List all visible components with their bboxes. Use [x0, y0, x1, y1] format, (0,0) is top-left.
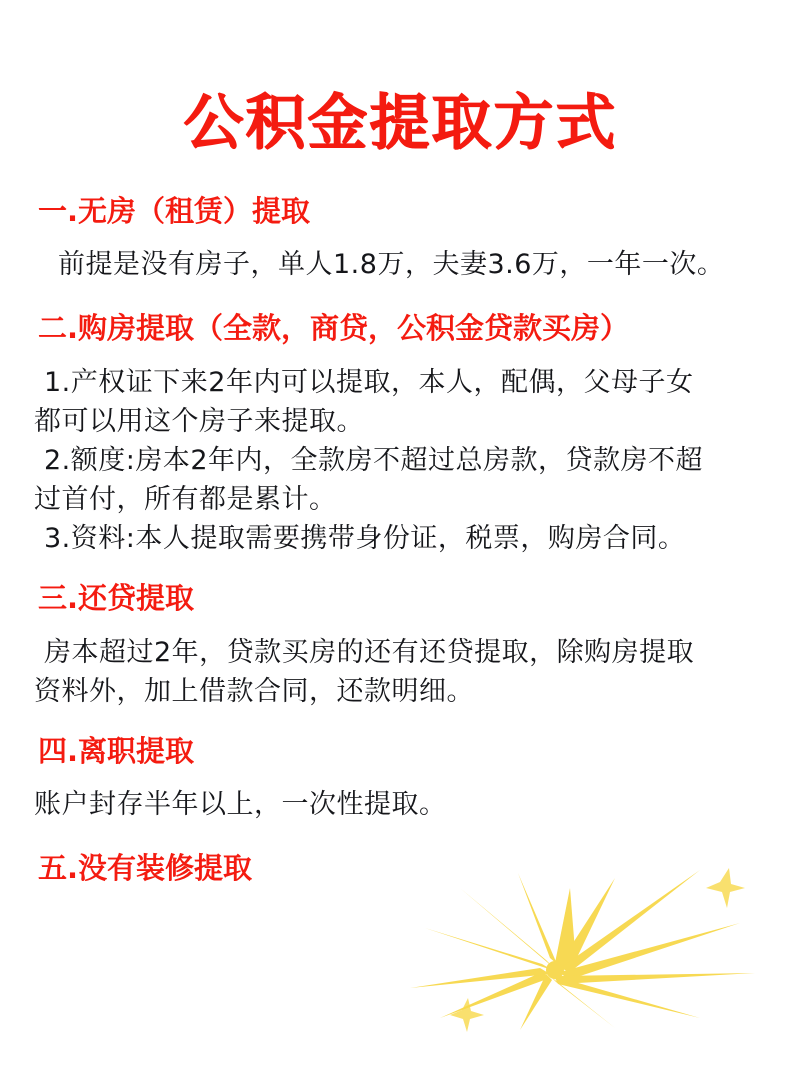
page-title: 公积金提取方式: [183, 88, 617, 158]
spacer: [24, 824, 776, 850]
spacer: [24, 155, 776, 193]
section-heading-5: 五.没有装修提取: [38, 851, 253, 886]
section-2-line-3: 2.额度:房本2年内，全款房不超过总房款，贷款房不超: [44, 444, 704, 476]
section-3-line-1: 房本超过2年，贷款买房的还有还贷提取，除购房提取: [44, 636, 695, 668]
section-2-line-4: 过首付，所有都是累计。: [34, 484, 337, 516]
section-heading-2: 二.购房提取（全款，商贷，公积金贷款买房）: [38, 311, 630, 346]
section-4-line-1: 账户封存半年以上，一次性提取。: [34, 789, 447, 821]
section-2-line-1: 1.产权证下来2年内可以提取，本人，配偶，父母子女: [44, 366, 694, 398]
spacer: [24, 769, 776, 785]
section-wuFang: [24, 193, 776, 284]
yellow-sparkle-burst-icon: [400, 868, 770, 1033]
spacer: [24, 284, 776, 310]
section-heading-3: 三.还贷提取: [38, 581, 195, 616]
section-zhuangXiu: [24, 850, 776, 886]
section-liZhi: [24, 733, 776, 824]
spacer: [24, 711, 776, 733]
spacer: [24, 229, 776, 245]
section-gouFang: [24, 310, 776, 558]
section-2-line-5: 3.资料:本人提取需要携带身份证，税票，购房合同。: [44, 523, 686, 555]
spacer: [24, 558, 776, 580]
spacer: [24, 617, 776, 633]
section-3-line-2: 资料外，加上借款合同，还款明细。: [34, 675, 474, 707]
section-2-line-2: 都可以用这个房子来提取。: [34, 405, 364, 437]
section-heading-4: 四.离职提取: [38, 733, 195, 768]
section-heading-1: 一.无房（租赁）提取: [38, 194, 311, 228]
spacer: [24, 347, 776, 363]
section-1-line-1: 前提是没有房子，单人1.8万，夫妻3.6万，一年一次。: [58, 249, 725, 281]
section-huanDai: [24, 580, 776, 711]
